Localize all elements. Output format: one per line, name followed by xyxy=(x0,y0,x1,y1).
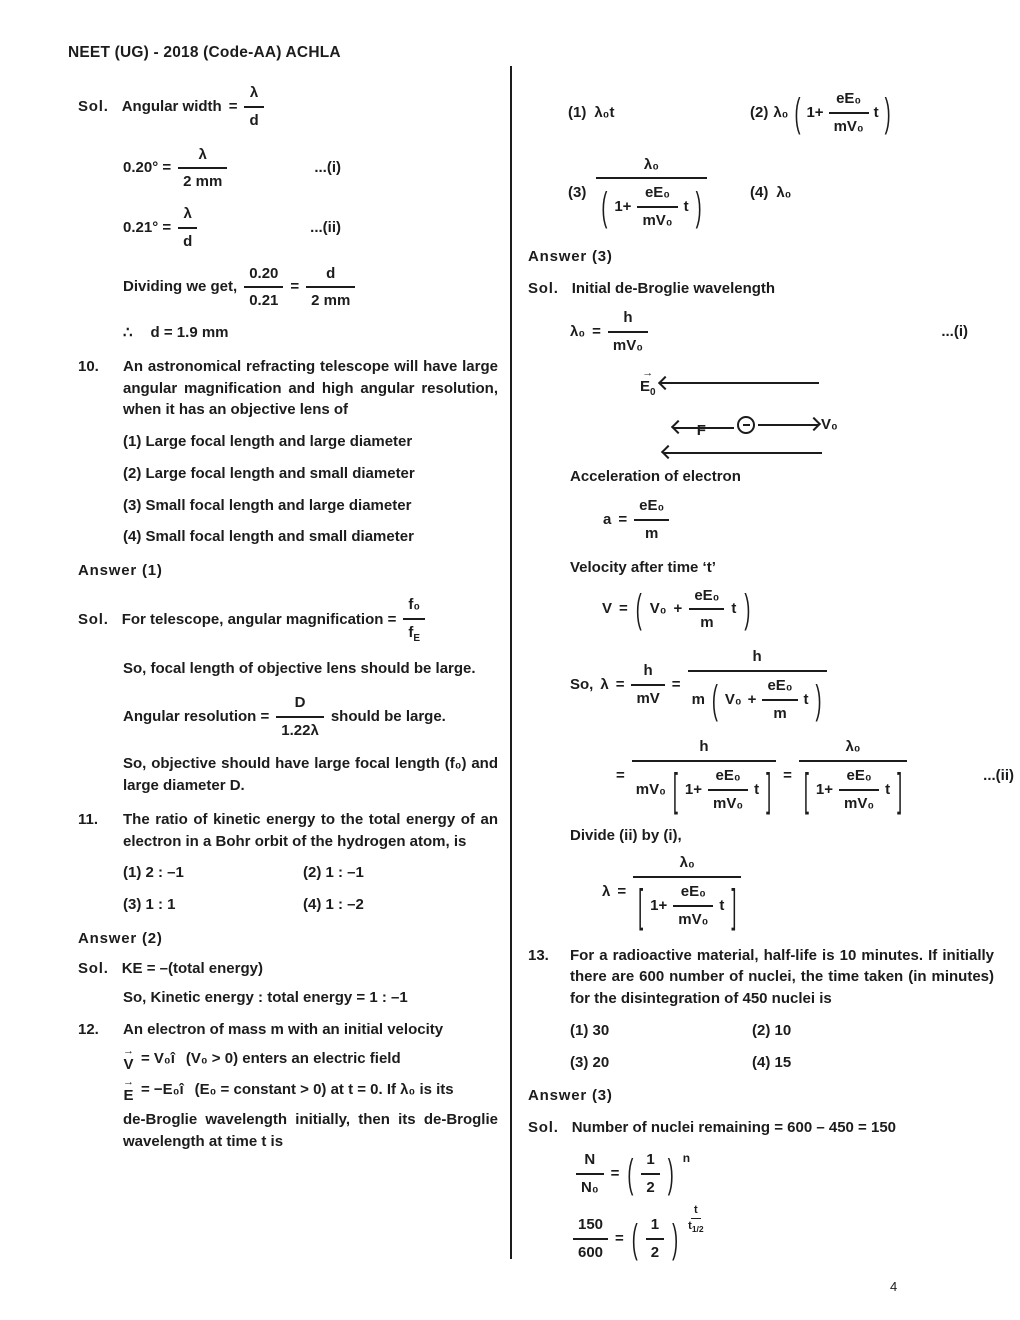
sol12-lead: Initial de-Broglie wavelength xyxy=(571,279,776,297)
t-symbol: t xyxy=(719,896,725,914)
vector-arrow-icon: → xyxy=(642,366,654,379)
t-symbol: t xyxy=(731,600,737,618)
frac-num: λ₀ xyxy=(633,852,741,878)
frac-ee0-m xyxy=(762,675,797,725)
sol-label: Sol. xyxy=(78,959,109,977)
q12-tail-text: de-Broglie wavelength initially, then its de-Broglie wavelength at time t is xyxy=(123,1110,498,1150)
frac-den: mV₀ xyxy=(678,910,709,928)
arrow-left-icon xyxy=(664,452,822,454)
v0-symbol: V₀ xyxy=(649,600,667,618)
option-number: (4) xyxy=(750,183,769,201)
q10-option-1: (1) Large focal length and large diameter xyxy=(123,433,413,450)
frac-den-row xyxy=(799,762,907,815)
sol-label: Sol. xyxy=(78,97,109,115)
frac-den: mV₀ xyxy=(713,794,744,812)
q12-options-row1 xyxy=(568,88,994,138)
column-divider xyxy=(510,66,512,1259)
equals-sign: = xyxy=(592,323,601,341)
q11-option-2: (2) 1 : –1 xyxy=(303,864,364,882)
frac-num: eE₀ xyxy=(829,88,869,114)
q11-option-3: (3) 1 : 1 xyxy=(123,896,176,913)
arrow-left-icon xyxy=(661,382,819,384)
e-condition: (E₀ = constant > 0) at t = 0. If λ₀ is its xyxy=(194,1081,454,1099)
question-13 xyxy=(528,945,994,1010)
frac-lambda-2mm xyxy=(178,144,227,194)
frac-den-row xyxy=(633,878,741,931)
frac-n-n0 xyxy=(576,1149,604,1199)
sol11-row1 xyxy=(78,958,498,980)
bracket-left: [ xyxy=(638,880,644,931)
frac-h-mv0 xyxy=(608,307,648,357)
q10-option-2: (2) Large focal length and small diameter xyxy=(123,464,415,482)
sol13-line1: Number of nuclei remaining = 600 – 450 = 150 xyxy=(571,1119,897,1136)
paren-right: ) xyxy=(667,1151,674,1196)
e-subscript: 0 xyxy=(650,386,656,398)
sol9-angular-width-row xyxy=(78,82,498,132)
frac-num: h xyxy=(688,646,827,672)
question-text: The ratio of kinetic energy to the total energy of an electron in a Bohr orbit of the hydrogen atom, is xyxy=(123,810,498,850)
question-text-line1: An electron of mass m with an initial velocity xyxy=(123,1021,444,1038)
paren-left: ( xyxy=(631,1217,638,1261)
frac-num: λ₀ xyxy=(596,154,706,180)
frac-ee0-mv0 xyxy=(839,765,879,815)
t-symbol: t xyxy=(803,690,809,708)
option-value: λ₀t xyxy=(594,103,615,121)
so-lambda-eq xyxy=(570,646,994,724)
q10-option-4: (4) Small focal length and small diameter xyxy=(123,528,414,546)
question-12 xyxy=(78,1019,498,1041)
one-plus: 1+ xyxy=(806,103,824,121)
right-column xyxy=(528,88,1014,1264)
v0-symbol: V₀ xyxy=(724,690,742,708)
option-number: (1) xyxy=(568,103,587,121)
frac-den: m xyxy=(644,525,659,542)
paren-left: ( xyxy=(635,587,642,632)
diagram-charge-row xyxy=(674,414,950,439)
frac-num: 1 xyxy=(641,1149,659,1175)
sol12-eq-i xyxy=(570,307,968,357)
frac-den: mV₀ xyxy=(612,337,643,354)
frac-lambda0-bracket xyxy=(633,852,741,930)
frac-num: eE₀ xyxy=(839,765,879,791)
frac-den: m xyxy=(700,614,714,632)
paren-right: ) xyxy=(695,185,702,229)
sol12-lead-row xyxy=(528,278,994,300)
question-text: For a radioactive material, half-life is 10 minutes. If initially there are 600 number of nuclei, the time taken (in minutes) for the disintegration of 450 nuclei is xyxy=(570,946,994,1007)
sol10-line2: So, focal length of objective lens should be large. xyxy=(123,660,476,677)
frac-ee0-mv0 xyxy=(637,182,677,232)
diagram-bottom-row xyxy=(664,452,950,454)
eq-tag-i: ...(i) xyxy=(941,323,968,341)
eq-i-lhs: 0.20° = xyxy=(123,159,172,177)
frac-1-2 xyxy=(641,1149,659,1199)
e-symbol: E xyxy=(123,1086,134,1104)
arrow-right-icon xyxy=(758,424,818,426)
vector-arrow-icon: → xyxy=(123,1044,134,1057)
plus-sign: + xyxy=(673,600,683,618)
electron-field-diagram xyxy=(640,366,950,454)
frac-den: mV₀ xyxy=(833,117,864,135)
equals-sign: = xyxy=(616,766,625,784)
page-number: 4 xyxy=(890,1279,898,1294)
equals-sign: = xyxy=(615,676,625,694)
frac-ee0-m xyxy=(689,585,724,635)
sol9-lead: Angular width xyxy=(121,97,222,115)
eq-tag-ii: ...(ii) xyxy=(310,218,341,236)
q13-option-2: (2) 10 xyxy=(752,1021,792,1039)
frac-num: d xyxy=(306,263,355,289)
v0-label: V₀ xyxy=(821,415,838,433)
sol-label: Sol. xyxy=(528,279,559,297)
question-number: 10. xyxy=(78,357,99,375)
frac-den: 2 xyxy=(650,1244,660,1261)
eq-i-row xyxy=(123,144,341,194)
acceleration-heading: Acceleration of electron xyxy=(570,467,741,485)
final-lambda-eq xyxy=(602,852,994,930)
exp-num: t xyxy=(691,1204,701,1219)
frac-d-122lambda xyxy=(276,692,324,742)
paren-left: ( xyxy=(601,185,608,229)
q12-option-2 xyxy=(750,88,892,138)
sol10-lead: For telescope, angular magnification = xyxy=(121,611,397,628)
diagram-e0-row xyxy=(640,366,950,398)
frac-den: mV₀ xyxy=(642,212,673,229)
paren-right: ) xyxy=(672,1217,679,1261)
t-symbol: t xyxy=(688,1219,692,1232)
lambda-symbol: λ xyxy=(600,676,609,694)
q11-options-row2 xyxy=(123,894,498,916)
frac-den-row xyxy=(632,762,776,815)
exponent-n: n xyxy=(682,1150,691,1165)
frac-den: 0.21 xyxy=(249,292,279,310)
frac-den-row xyxy=(688,672,827,725)
sol10-row1 xyxy=(78,594,498,646)
should-be-large-text: should be large. xyxy=(330,707,446,725)
paren-right: ) xyxy=(815,677,822,722)
m-symbol: m xyxy=(691,690,705,708)
vector-e0-label xyxy=(640,366,656,398)
q13-option-3: (3) 20 xyxy=(570,1053,610,1071)
equals-sign: = xyxy=(617,882,627,900)
so-text: So, xyxy=(570,676,594,694)
frac-ee0-m xyxy=(634,495,669,545)
e-equation: = −E₀î xyxy=(141,1081,184,1099)
q12-option-1 xyxy=(568,88,750,138)
q13-option-1: (1) 30 xyxy=(570,1021,610,1039)
electron-charge-icon xyxy=(737,416,755,434)
equals-sign: = xyxy=(618,511,628,529)
vector-e xyxy=(123,1075,134,1104)
eq-ii-row xyxy=(123,203,341,253)
bracket-right: ] xyxy=(766,764,772,815)
q13-option-4: (4) 15 xyxy=(752,1053,792,1071)
q12-velocity-line xyxy=(123,1044,498,1073)
q12-options-row2 xyxy=(568,154,994,232)
minus-icon xyxy=(743,424,750,426)
q12-answer: Answer (3) xyxy=(528,247,613,265)
frac-num: f₀ xyxy=(403,594,425,620)
a-symbol: a xyxy=(603,511,612,529)
frac-num: λ xyxy=(178,203,197,229)
one-plus: 1+ xyxy=(815,780,834,798)
mv0-symbol: mV₀ xyxy=(635,780,666,798)
sol10-angular-resolution xyxy=(123,692,498,742)
frac-f0-fe xyxy=(403,594,425,646)
equals-sign: = xyxy=(610,1164,620,1182)
bracket-left: [ xyxy=(672,764,678,815)
sol10-line4: So, objective should have large focal length (f₀) and large diameter D. xyxy=(123,755,498,794)
t-half-subscript: 1/2 xyxy=(691,1224,704,1235)
page-header: NEET (UG) - 2018 (Code-AA) ACHLA xyxy=(68,44,341,61)
vector-arrow-icon: → xyxy=(123,1075,134,1088)
bracket-left: [ xyxy=(803,764,809,815)
sol11-line1: KE = –(total energy) xyxy=(121,959,263,977)
frac-num: eE₀ xyxy=(634,495,669,521)
frac-den: m xyxy=(773,704,787,722)
frac-den: 2 xyxy=(646,1178,655,1196)
q11-options-row1 xyxy=(123,862,498,884)
dividing-row xyxy=(123,263,498,313)
sol-label: Sol. xyxy=(78,611,109,628)
eq-ii-lhs: 0.21° = xyxy=(123,218,172,236)
frac-den: 2 mm xyxy=(311,292,351,310)
frac-den: mV xyxy=(636,690,660,708)
sol13-row1 xyxy=(528,1117,994,1139)
frac-num: eE₀ xyxy=(689,585,724,611)
option-number: (2) xyxy=(750,103,769,121)
q12-field-line xyxy=(123,1075,498,1104)
frac-num: λ xyxy=(178,144,227,170)
divide-text: Divide (ii) by (i), xyxy=(570,826,682,844)
v-symbol: V xyxy=(123,1055,134,1073)
paren-left: ( xyxy=(794,90,801,135)
exponent-t-over-thalf xyxy=(686,1204,706,1235)
q11-option-1: (1) 2 : –1 xyxy=(123,864,184,882)
frac-ee0-mv0 xyxy=(708,765,748,815)
frac-num: 1 xyxy=(646,1214,664,1240)
frac-020-021 xyxy=(244,263,283,313)
question-text: An astronomical refracting telescope will have large angular magnification and high angular resolution, when it has an objective lens of xyxy=(123,357,498,419)
q10-answer: Answer (1) xyxy=(78,562,163,579)
plus-sign: + xyxy=(747,690,757,708)
question-number: 12. xyxy=(78,1021,99,1038)
frac-1-2 xyxy=(646,1214,664,1264)
velocity-eq xyxy=(602,585,994,635)
v-condition: (V₀ > 0) enters an electric field xyxy=(185,1050,401,1068)
exp-den xyxy=(686,1219,706,1234)
t-symbol: t xyxy=(754,780,760,798)
frac-den: 600 xyxy=(578,1244,604,1261)
half-life-eq-1 xyxy=(576,1149,994,1199)
angular-resolution-lead: Angular resolution = xyxy=(123,707,270,725)
f-subscript-e: E xyxy=(413,632,421,644)
sol-label: Sol. xyxy=(528,1119,559,1136)
option-value: λ₀ xyxy=(776,183,792,201)
force-arrow-wrap xyxy=(674,414,734,439)
frac-num: λ xyxy=(244,82,263,108)
frac-150-600 xyxy=(573,1214,608,1264)
t-symbol: t xyxy=(885,780,891,798)
q12-option-4 xyxy=(750,154,791,232)
q13-answer: Answer (3) xyxy=(528,1087,613,1105)
frac-den xyxy=(403,620,425,647)
frac-h-mv0-bracket xyxy=(632,736,776,814)
lambda0-symbol: λ₀ xyxy=(773,103,789,121)
equals-sign: = xyxy=(671,676,681,694)
paren-right: ) xyxy=(744,587,751,632)
frac-lambda-d xyxy=(244,82,263,132)
eq-tag-i: ...(i) xyxy=(314,159,341,177)
frac-h-mv xyxy=(631,660,664,710)
therefore-symbol: ∴ xyxy=(123,324,133,341)
frac-num: eE₀ xyxy=(762,675,797,701)
paren-left: ( xyxy=(711,677,718,722)
eq-tag-ii: ...(ii) xyxy=(983,766,1014,784)
frac-num: eE₀ xyxy=(637,182,677,208)
frac-den: N₀ xyxy=(581,1178,599,1196)
one-plus: 1+ xyxy=(614,198,632,216)
e-symbol: E xyxy=(640,377,651,395)
bracket-right: ] xyxy=(897,764,903,815)
left-column xyxy=(78,82,498,1152)
frac-den: 2 mm xyxy=(183,173,223,191)
one-plus: 1+ xyxy=(650,896,668,914)
frac-num: D xyxy=(276,692,324,718)
q13-options-row1 xyxy=(570,1020,994,1042)
equals-sign: = xyxy=(619,600,628,618)
frac-d-2mm xyxy=(306,263,355,313)
frac-den: d xyxy=(183,232,193,250)
q12-option-3 xyxy=(568,154,750,232)
lambda-eq-ii xyxy=(616,736,1014,814)
q13-options-row2 xyxy=(570,1052,994,1074)
bracket-right: ] xyxy=(731,880,737,931)
equals-sign: = xyxy=(290,278,300,296)
option-number: (3) xyxy=(568,183,587,201)
frac-num: λ₀ xyxy=(799,736,907,762)
t-symbol: t xyxy=(873,103,879,121)
frac-lambda0-paren xyxy=(596,154,706,232)
frac-num: 150 xyxy=(573,1214,608,1240)
v-equation: = V₀î xyxy=(141,1050,175,1068)
f-symbol: f xyxy=(408,623,414,641)
frac-ee0-mv0 xyxy=(829,88,869,138)
result-text: d = 1.9 mm xyxy=(150,324,229,341)
t-symbol: t xyxy=(683,198,689,216)
frac-den: d xyxy=(249,111,259,129)
question-number: 13. xyxy=(528,946,549,964)
q11-option-4: (4) 1 : –2 xyxy=(303,896,364,913)
paren-left: ( xyxy=(627,1151,634,1196)
frac-num: h xyxy=(632,736,776,762)
frac-num: h xyxy=(631,660,664,686)
half-life-eq-2 xyxy=(573,1203,994,1264)
q11-answer: Answer (2) xyxy=(78,929,163,947)
lambda-symbol: λ xyxy=(602,882,611,900)
frac-h-mparen xyxy=(688,646,827,724)
frac-num: eE₀ xyxy=(708,765,748,791)
vector-v xyxy=(123,1044,134,1073)
e0-label xyxy=(640,379,656,398)
equals-sign: = xyxy=(783,766,792,784)
frac-num: eE₀ xyxy=(673,881,713,907)
one-plus: 1+ xyxy=(684,780,702,798)
frac-num: N xyxy=(576,1149,604,1175)
frac-den-row xyxy=(596,179,706,232)
lambda0-symbol: λ₀ xyxy=(570,323,586,341)
frac-num: h xyxy=(608,307,648,333)
question-11 xyxy=(78,809,498,853)
frac-ee0-mv0 xyxy=(673,881,713,931)
v-symbol: V xyxy=(602,600,613,618)
sol11-line2: So, Kinetic energy : total energy = 1 : –1 xyxy=(123,989,408,1007)
frac-lambda-d2 xyxy=(178,203,197,253)
dividing-text: Dividing we get, xyxy=(123,278,238,296)
acceleration-eq xyxy=(603,495,994,545)
frac-den: mV₀ xyxy=(844,794,875,812)
velocity-heading: Velocity after time ‘t’ xyxy=(570,558,716,576)
frac-num: 0.20 xyxy=(244,263,283,289)
question-10 xyxy=(78,356,498,421)
frac-den: 1.22λ xyxy=(281,721,319,739)
equals-sign: = xyxy=(615,1230,624,1248)
therefore-row xyxy=(123,322,498,344)
question-number: 11. xyxy=(78,810,99,828)
frac-lambda0-bracket xyxy=(799,736,907,814)
force-label: F xyxy=(696,421,706,439)
q10-option-3: (3) Small focal length and large diameter xyxy=(123,496,412,514)
paren-right: ) xyxy=(884,90,891,135)
equals-sign: = xyxy=(228,97,238,115)
